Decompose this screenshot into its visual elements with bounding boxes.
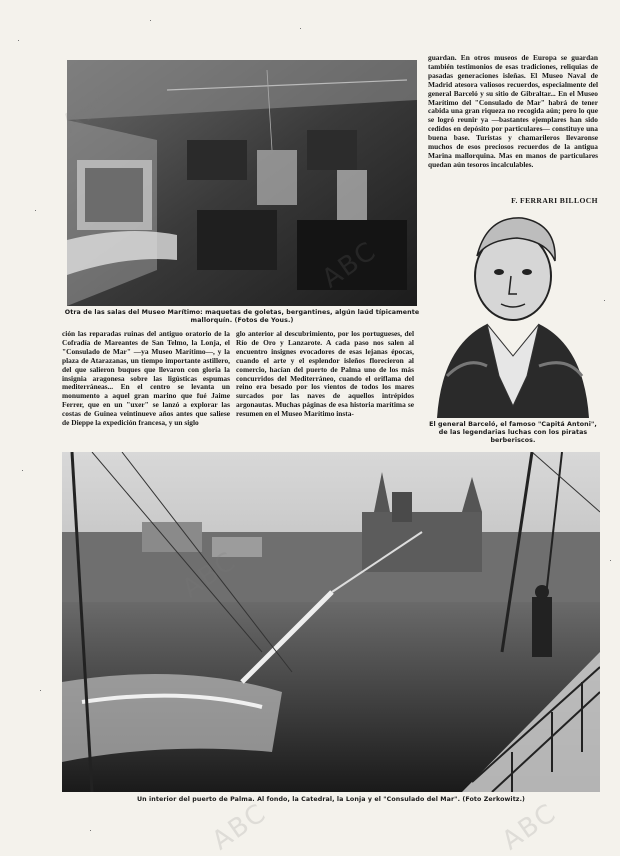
- paper-speck: [610, 560, 611, 561]
- paper-speck: [22, 470, 23, 471]
- article-signature: F. FERRARI BILLOCH: [511, 196, 598, 205]
- paper-speck: [150, 20, 151, 21]
- paper-speck: [35, 210, 36, 211]
- paper-speck: [300, 28, 301, 29]
- paper-speck: [40, 690, 41, 691]
- museum-room-photo: [67, 60, 417, 306]
- palma-port-caption: Un interior del puerto de Palma. Al fondo, la Catedral, la Lonja y el "Consulado del Mar". (Foto Zerkowitz.): [136, 796, 526, 803]
- abc-watermark: ABC: [206, 797, 273, 856]
- portrait-caption: El general Barceló, el famoso "Capitá Antoni", de las legendarias luchas con los piratas berberiscos.: [429, 421, 597, 444]
- abc-watermark: ABC: [496, 797, 563, 856]
- paper-speck: [90, 830, 91, 831]
- general-barcelo-portrait: [427, 206, 599, 418]
- palma-port-photo: [62, 452, 600, 792]
- article-column-middle: glo anterior al descubrimiento, por los portugueses, del Río de Oro y Lanzarote. A cada paso nos salen al encuentro insignes evocadores de esas lejanas épocas, cuando el arte y el esplendor isleños florecieron al comercio, hacían del puerto de Palma uno de los más concurridos del Mediterráneo, cuando el oriflama del reino era besado por los vientos de todos los mares surcados por las naves de aquellos intrépidos argonautas. Muchas páginas de esa historia marítima se resumen en el Museo Marítimo insta-: [236, 329, 414, 419]
- article-column-right-top: guardan. En otros museos de Europa se guardan también testimonios de esas tradiciones, reliquias de pasadas generaciones isleñas. El Museo Naval de Madrid atesora valiosos recuerdos, especialmente del general Barceló y su sitio de Gibraltar... En el Museo Marítimo del "Consulado de Mar" habrá de tener cabida una gran riqueza no recogida aún; pero lo que se logró reunir ya —bastantes ejemplares han sido cedidos en depósito por particulares— constituye una buena base. Turistas y chamarileros llevaronse muchos de esos preciosos recuerdos de la antigua Marina mallorquina. Mas en manos de particulares quedan aún tesoros incalculables.: [428, 53, 598, 169]
- article-column-left: ción las reparadas ruinas del antiguo oratorio de la Cofradía de Mareantes de San Telmo, la Lonja, el "Consulado de Mar" —ya Museo Marítimo—, y la plaza de Atarazanas, un tiempo importante astillero, del que salieron buques que llevaron con gloria la insignia aragonesa sobre las ligústicas espumas mediterráneas... En el centro se levanta un monumento a aquel gran marino que fué Jaime Ferrer, que en un "uxer" se lanzó a explorar las costas de Guinea veintinueve años antes que saliese de Dieppe la expedición francesa, y un siglo: [62, 329, 230, 428]
- paper-speck: [18, 40, 19, 41]
- museum-room-caption: Otra de las salas del Museo Marítimo: maquetas de goletas, bergantines, algún laúd típicamente mallorquín. (Fotos de Yous.): [64, 309, 420, 324]
- paper-speck: [604, 300, 605, 301]
